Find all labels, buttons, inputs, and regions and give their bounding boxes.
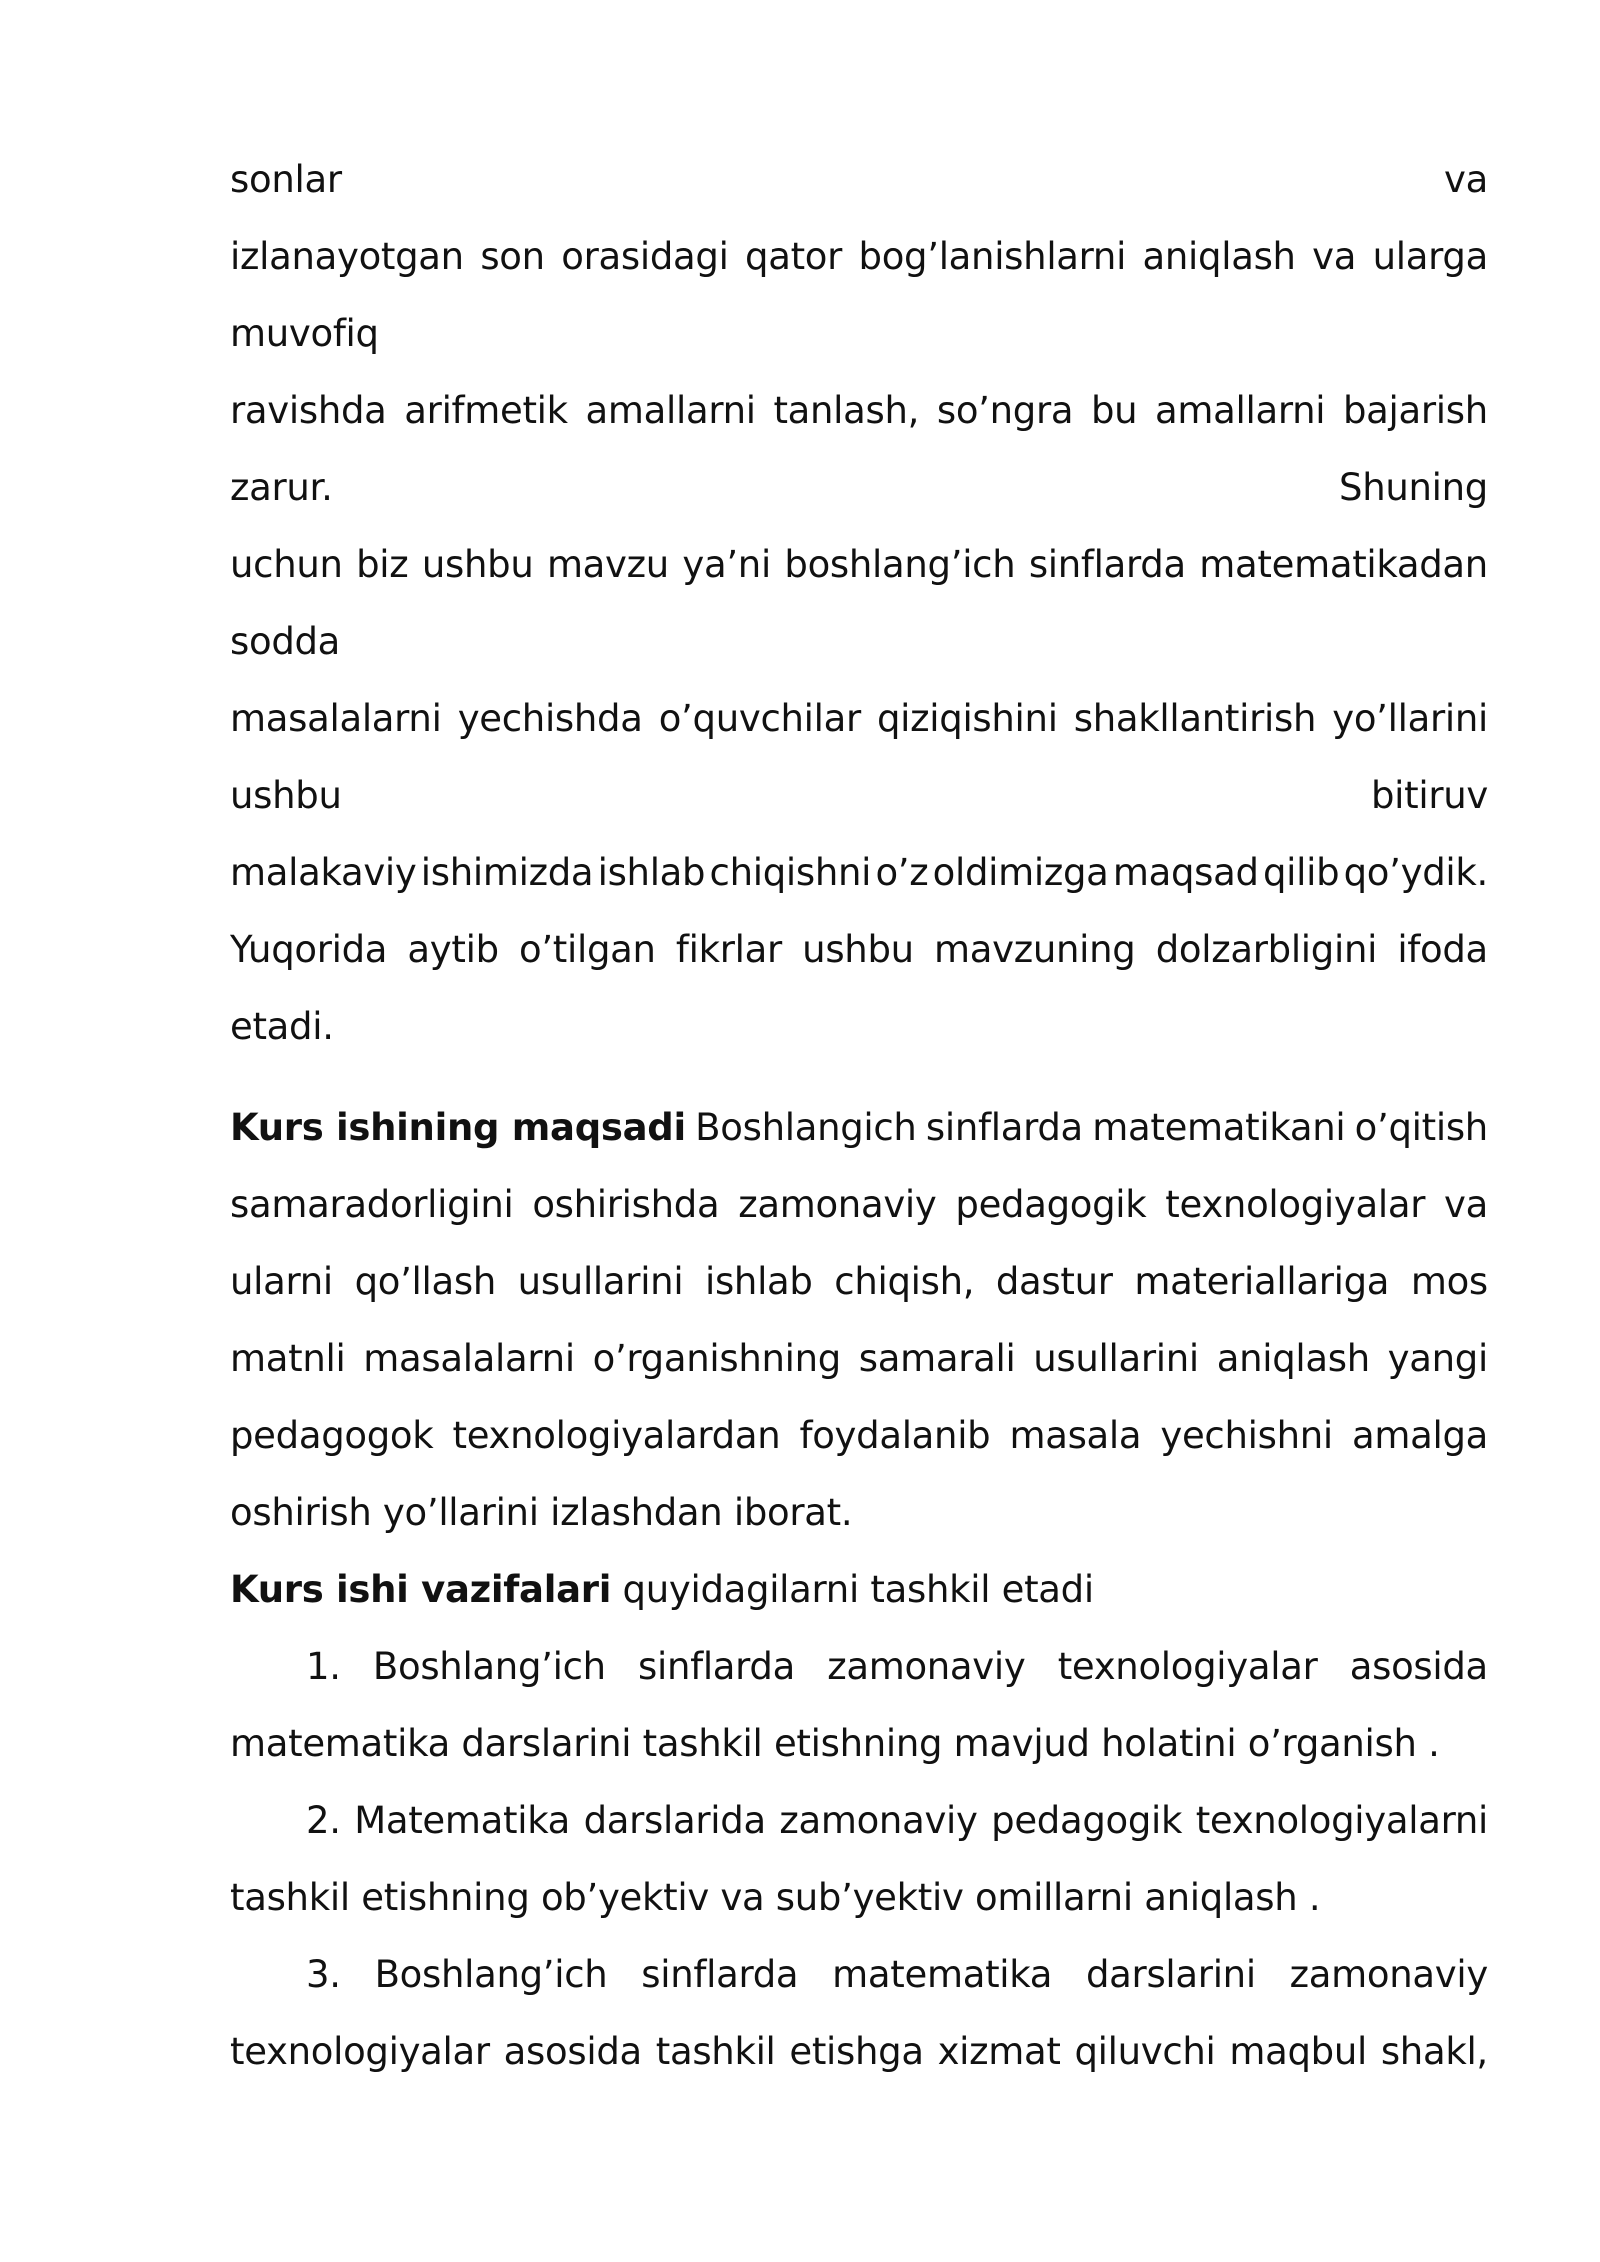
word: sinflarda [641, 1953, 799, 1996]
word: o’rganishning [592, 1337, 841, 1380]
word: va [1444, 158, 1488, 201]
text-line [230, 1089, 1488, 1166]
word: uchun [230, 543, 343, 586]
word: yechishda [457, 697, 643, 740]
word: ravishda [230, 389, 387, 432]
tasks-heading: Kurs ishi vazifalari [230, 1568, 612, 1611]
word: mavzu [546, 543, 669, 586]
word: yechishni [1160, 1414, 1333, 1457]
word: aytib [407, 928, 499, 971]
word: bog’lanishlarni [858, 235, 1127, 278]
word: darslarini [1085, 1953, 1256, 1996]
word: zamonaviy [779, 1799, 978, 1842]
word: so’ngra [936, 389, 1074, 432]
word: shakllantirish [1073, 697, 1317, 740]
word: dolzarbligini [1155, 928, 1378, 971]
word: o’qitish [1354, 1106, 1488, 1149]
word: 2. [306, 1799, 341, 1842]
word: texnologiyalardan [452, 1414, 781, 1457]
tasks-list [230, 1628, 1488, 2090]
text-line [230, 372, 1488, 449]
word: bu [1090, 389, 1138, 432]
word: 3. [306, 1953, 341, 1996]
word: Boshlang’ich [374, 1953, 608, 1996]
word: ularni [230, 1260, 333, 1303]
word: matematika [832, 1953, 1053, 1996]
word: texnologiyalar [230, 2030, 490, 2073]
word: chiqish, [834, 1260, 975, 1303]
list-item [230, 1936, 1488, 2090]
word: ishimizda [420, 851, 594, 894]
text-line: tashkil etishning ob’yektiv va sub’yektiv omillarni aniqlash . [230, 1876, 1321, 1919]
word: Matematika [354, 1799, 571, 1842]
word: yangi [1387, 1337, 1488, 1380]
word: texnologiyalarni [1195, 1799, 1488, 1842]
word: mos [1410, 1260, 1488, 1303]
word: boshlang’ich [784, 543, 1016, 586]
word: qiluvchi [1074, 2030, 1216, 2073]
text-line: etadi. [230, 1005, 334, 1048]
text-line [230, 2013, 1488, 2090]
word: darslarida [583, 1799, 766, 1842]
word: pedagogik [991, 1799, 1183, 1842]
text-line [230, 1320, 1488, 1397]
text-line: matematika darslarini tashkil etishning mavjud holatini o’rganish . [230, 1722, 1440, 1765]
word: xizmat [937, 2030, 1061, 2073]
word: maqbul [1229, 2030, 1367, 2073]
word: chiqishni [709, 851, 872, 894]
text-line [230, 141, 1488, 218]
word: masalalarni [363, 1337, 575, 1380]
word: arifmetik [404, 389, 568, 432]
word: Boshlang’ich [372, 1645, 606, 1688]
word: dastur [995, 1260, 1113, 1303]
word: qo’llash [354, 1260, 497, 1303]
word: asosida [503, 2030, 642, 2073]
word: son [480, 235, 545, 278]
word: foydalanib [799, 1414, 991, 1457]
word: izlanayotgan [230, 235, 464, 278]
word: ya’ni [682, 543, 771, 586]
text-line [230, 680, 1488, 757]
tasks-intro-line [230, 1551, 1488, 1628]
word: pedagogok [230, 1414, 434, 1457]
text-line [230, 1936, 1488, 2013]
word: amallarni [585, 389, 756, 432]
word: ifoda [1397, 928, 1488, 971]
text-line [230, 1397, 1488, 1474]
word: texnologiyalar [1057, 1645, 1318, 1688]
word: 1. [306, 1645, 341, 1688]
word: ushbu [230, 774, 342, 817]
word: malakaviy [230, 851, 417, 894]
word: matematikani [1092, 1106, 1346, 1149]
word: sinflarda [637, 1645, 795, 1688]
word: oshirishda [532, 1183, 720, 1226]
word: ishlab [597, 851, 706, 894]
word: Yuqorida [230, 928, 388, 971]
word: pedagogik [955, 1183, 1147, 1226]
word: yo’llarini [1332, 697, 1488, 740]
goal-heading: Kurs ishining maqsadi [230, 1106, 686, 1149]
text-line [230, 449, 1488, 526]
text-line: muvofiq [230, 312, 379, 355]
word: zarur. [230, 466, 333, 509]
word: bitiruv [1370, 774, 1488, 817]
word: masalalarni [230, 697, 442, 740]
word: texnologiyalar [1165, 1183, 1426, 1226]
word: mavzuning [934, 928, 1136, 971]
list-item [230, 1628, 1488, 1782]
word: materiallariga [1134, 1260, 1390, 1303]
word: biz [356, 543, 409, 586]
word: orasidagi [561, 235, 729, 278]
word: oldimizga [932, 851, 1109, 894]
word: shakl, [1380, 2030, 1488, 2073]
word: tashkil [655, 2030, 776, 2073]
word: ularga [1372, 235, 1488, 278]
word: samaradorligini [230, 1183, 514, 1226]
word: amallarni [1155, 389, 1326, 432]
word: sinflarda [1028, 543, 1186, 586]
paragraph-goal [230, 1089, 1488, 2090]
word: zamonaviy [738, 1183, 937, 1226]
text-line [230, 1243, 1488, 1320]
word: sonlar [230, 158, 342, 201]
word: masala [1009, 1414, 1142, 1457]
word: Shuning [1339, 466, 1488, 509]
word: va [1444, 1183, 1488, 1226]
word: asosida [1349, 1645, 1488, 1688]
word: etishga [789, 2030, 924, 2073]
word: va [1312, 235, 1357, 278]
paragraph-intro [230, 141, 1488, 1065]
word: samarali [858, 1337, 1016, 1380]
word: qator [745, 235, 843, 278]
list-item [230, 1782, 1488, 1936]
word: ushbu [421, 543, 534, 586]
word: ishlab [704, 1260, 813, 1303]
word: ushbu [802, 928, 914, 971]
word: Boshlangich [695, 1106, 917, 1149]
text-line [230, 1166, 1488, 1243]
word: tanlash, [773, 389, 920, 432]
word: sinflarda [925, 1106, 1083, 1149]
word: qo’ydik. [1343, 851, 1488, 894]
text-line [230, 834, 1488, 911]
word: qiziqishini [877, 697, 1058, 740]
word: usullarini [517, 1260, 684, 1303]
text-line [230, 526, 1488, 603]
word: matnli [230, 1337, 346, 1380]
word: fikrlar [675, 928, 782, 971]
text-line: sodda [230, 620, 341, 663]
word: matematikadan [1199, 543, 1488, 586]
word: o’quvchilar [658, 697, 861, 740]
word: o’z [875, 851, 929, 894]
text-line [230, 218, 1488, 295]
word: zamonaviy [827, 1645, 1026, 1688]
tasks-intro-text: quyidagilarni tashkil etadi [611, 1568, 1094, 1611]
word: qilib [1263, 851, 1340, 894]
word: aniqlash [1216, 1337, 1370, 1380]
word: aniqlash [1142, 235, 1296, 278]
word: amalga [1351, 1414, 1488, 1457]
text-line [230, 911, 1488, 988]
word: maqsad [1112, 851, 1259, 894]
word: bajarish [1342, 389, 1488, 432]
word: zamonaviy [1289, 1953, 1488, 1996]
text-line [230, 1628, 1488, 1705]
word: usullarini [1033, 1337, 1199, 1380]
word: o’tilgan [519, 928, 656, 971]
text-line [230, 1782, 1488, 1859]
text-line [230, 757, 1488, 834]
text-line: oshirish yo’llarini izlashdan iborat. [230, 1491, 853, 1534]
